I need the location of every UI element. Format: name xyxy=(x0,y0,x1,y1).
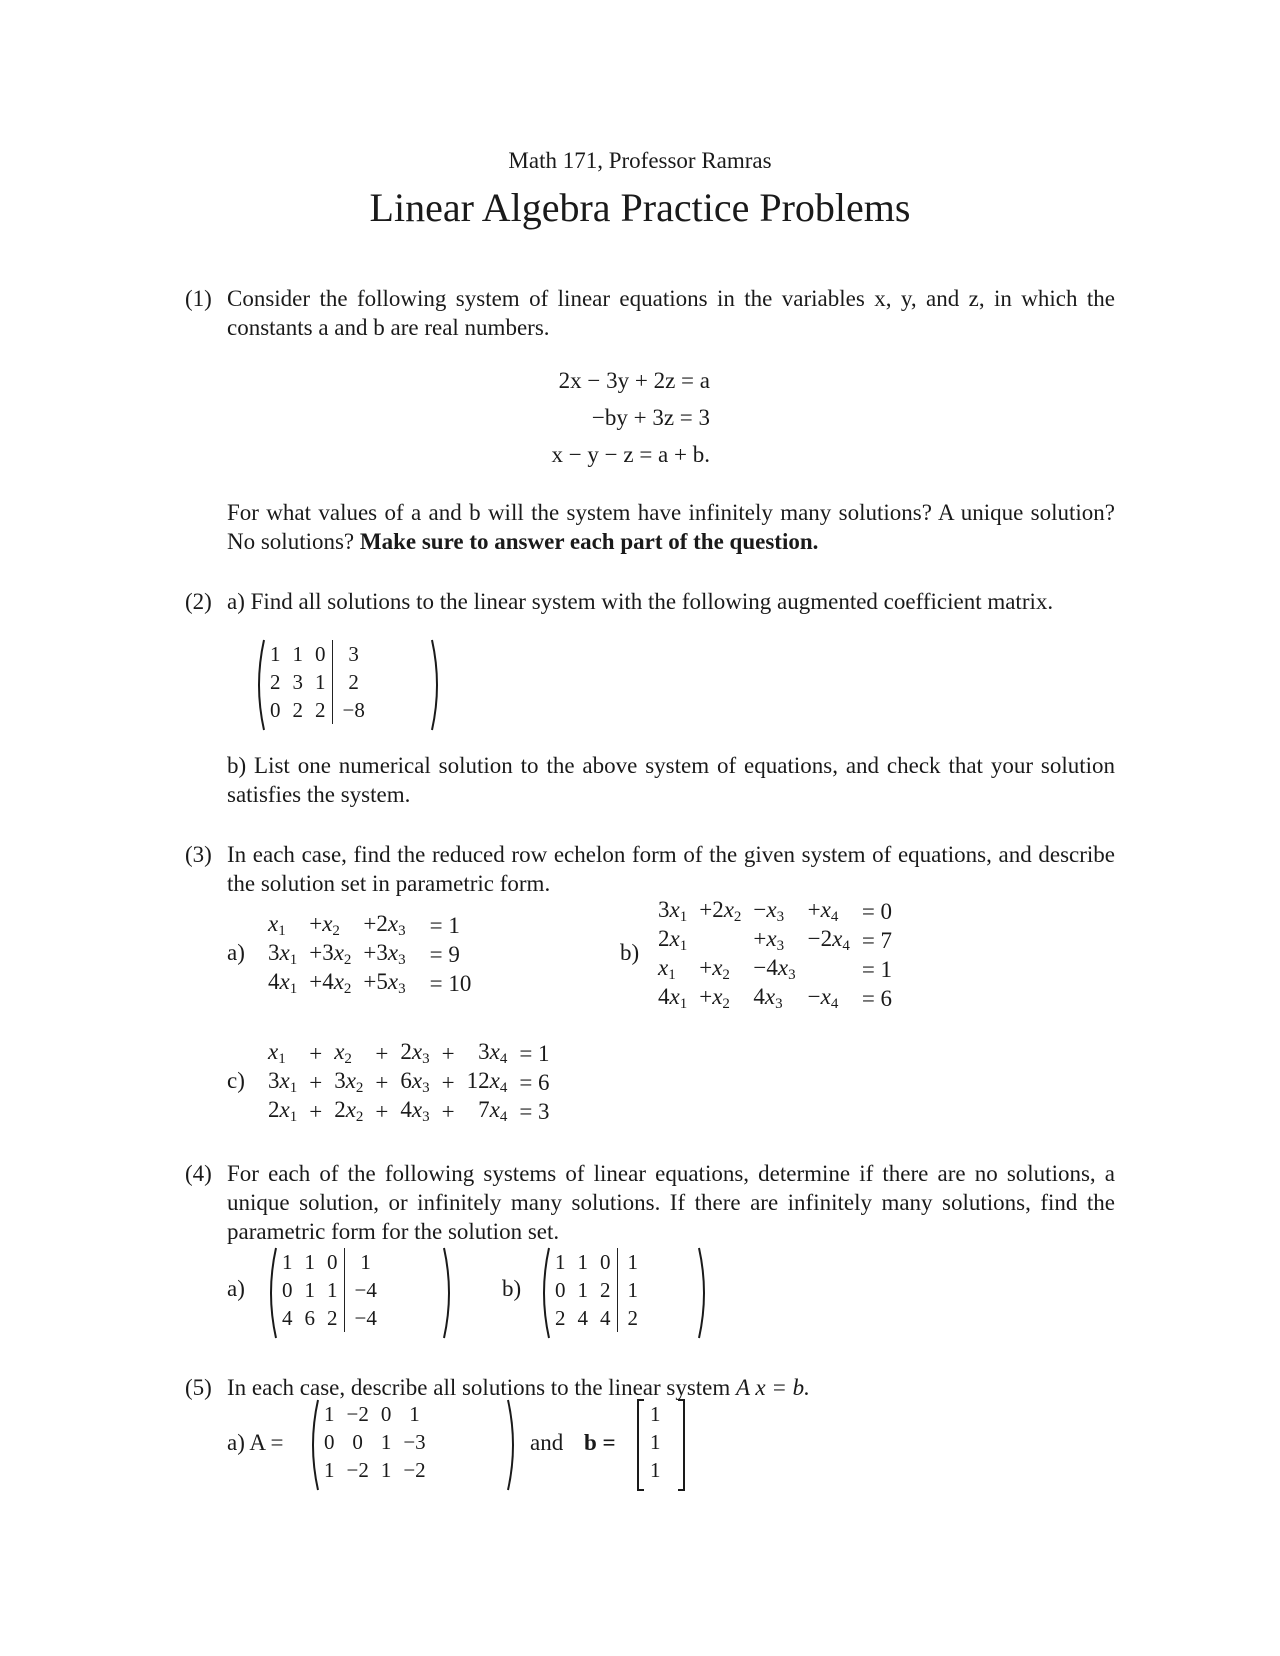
matrix-cell: 2 xyxy=(555,1305,566,1330)
problem-1-text: Consider the following system of linear equations in the variables x, y, and z, in which the constants a and b are real numbers. xyxy=(227,286,1115,340)
problem-5-text: In each case, describe all solutions to the linear system xyxy=(227,1375,731,1400)
problem-3-text: In each case, find the reduced row echelon form of the given system of equations, and describe the solution set in parametric form. xyxy=(227,842,1115,896)
p2-matrix-body xyxy=(264,640,371,724)
matrix-cell: 1 xyxy=(577,1249,588,1274)
p3a-system: $x_1$ $+x_2$ $+2x_3$ = 1 $3x_1$ $+3x_2$ $+3x_3$ = 9 $4x_1$ $+4x_2$ $+5x_3$ = 10 xyxy=(268,911,472,997)
matrix-cell: 4 xyxy=(282,1305,293,1330)
matrix-row xyxy=(318,1456,432,1484)
matrix-cell: 0 xyxy=(380,1401,392,1426)
problem-5-system: A x = b. xyxy=(736,1375,810,1400)
matrix-cell: 0 xyxy=(321,1248,344,1276)
problem-4-number: (4) xyxy=(185,1161,212,1186)
right-paren xyxy=(697,1246,711,1340)
matrix-cell: 0 xyxy=(555,1277,566,1302)
matrix-cell: 1 xyxy=(380,1429,392,1454)
p3b-system: $3x_1$ $+2x_2$ $-x_3$ $+x_4$ = 0 $2x_1$ $+x_3$ $-2x_4$ = 7 $x_1$ $+x_2$ $-4x_3$ = 1 $4x_1$ $+x_2$ $4x_3$ $-x_4$ = 6 xyxy=(658,897,893,1012)
matrix-row xyxy=(318,1428,432,1456)
matrix-cell: 1 xyxy=(650,1429,661,1454)
matrix-cell: 2 xyxy=(594,1276,617,1304)
matrix-row xyxy=(318,1400,432,1428)
matrix-cell: 1 xyxy=(650,1401,661,1426)
matrix-cell: 6 xyxy=(304,1305,315,1330)
p4b-matrix-body xyxy=(549,1248,644,1332)
p5-vector-b xyxy=(636,1398,686,1492)
matrix-cell: 1 xyxy=(324,1401,335,1426)
matrix-row xyxy=(644,1428,667,1456)
p1-equation-2: −by + 3z = 3 xyxy=(591,405,710,430)
right-bracket xyxy=(676,1398,686,1492)
matrix-row xyxy=(276,1304,383,1332)
p4b-matrix xyxy=(537,1246,717,1340)
matrix-cell: 1 xyxy=(321,1276,344,1304)
matrix-cell: 1 xyxy=(650,1457,661,1482)
problem-4-text: For each of the following systems of linear equations, determine if there are no solutions, a unique solution, or infinitely many solutions. If there are infinitely many solutions, find the parametric form for the solution set. xyxy=(227,1161,1115,1244)
problem-2-part-a: a) Find all solutions to the linear system with the following augmented coefficient matrix. xyxy=(227,589,1054,614)
matrix-cell: 1 xyxy=(282,1249,293,1274)
matrix-cell: 1 xyxy=(270,641,281,666)
matrix-cell: 1 xyxy=(292,641,303,666)
right-paren xyxy=(442,1246,456,1340)
matrix-row xyxy=(276,1276,383,1304)
p4a-matrix-body xyxy=(276,1248,383,1332)
problem-3-number: (3) xyxy=(185,842,212,867)
matrix-cell: 0 xyxy=(309,640,332,668)
matrix-row xyxy=(276,1248,383,1276)
matrix-cell: 4 xyxy=(594,1304,617,1332)
p2-augmented-matrix xyxy=(252,638,452,732)
problem-1-question-text: For what values of a and b will the system have infinitely many solutions? A unique solution? No solutions? xyxy=(227,500,1115,554)
matrix-cell: 1 xyxy=(627,1249,638,1274)
matrix-cell: 1 xyxy=(555,1249,566,1274)
matrix-row xyxy=(549,1276,644,1304)
matrix-cell: 2 xyxy=(627,1305,638,1330)
matrix-cell: 0 xyxy=(594,1248,617,1276)
matrix-cell: −2 xyxy=(403,1457,426,1482)
matrix-cell: −4 xyxy=(354,1305,377,1330)
p5-label-a: a) A = xyxy=(227,1430,284,1455)
p1-equation-1: 2x − 3y + 2z = a xyxy=(558,368,710,393)
matrix-row xyxy=(549,1304,644,1332)
matrix-cell: 0 xyxy=(324,1429,335,1454)
problem-1-number: (1) xyxy=(185,286,212,311)
matrix-cell: 1 xyxy=(409,1401,420,1426)
matrix-cell: 1 xyxy=(360,1249,371,1274)
matrix-row xyxy=(264,696,371,724)
matrix-cell: 3 xyxy=(292,669,303,694)
matrix-cell: 3 xyxy=(348,641,359,666)
p5-and: and xyxy=(530,1430,564,1455)
p4-label-a: a) xyxy=(227,1276,245,1301)
matrix-cell: 1 xyxy=(380,1457,392,1482)
matrix-cell: 2 xyxy=(321,1304,344,1332)
matrix-cell: −3 xyxy=(403,1429,426,1454)
problem-5-number: (5) xyxy=(185,1375,212,1400)
problem-2-number: (2) xyxy=(185,589,212,614)
matrix-cell: 1 xyxy=(309,668,332,696)
matrix-cell: 0 xyxy=(282,1277,293,1302)
p5-matrix-A-body xyxy=(318,1400,432,1484)
p3-label-a: a) xyxy=(227,940,245,965)
problem-2-part-b: b) List one numerical solution to the above system of equations, and check that your solution satisfies the system. xyxy=(227,753,1115,807)
matrix-cell: 1 xyxy=(577,1277,588,1302)
course-subtitle: Math 171, Professor Ramras xyxy=(508,148,772,173)
matrix-row xyxy=(644,1400,667,1428)
matrix-cell: 2 xyxy=(292,697,303,722)
right-paren xyxy=(430,638,444,732)
matrix-cell: 1 xyxy=(324,1457,335,1482)
p4-label-b: b) xyxy=(502,1276,522,1301)
matrix-row xyxy=(644,1456,667,1484)
p5-matrix-A xyxy=(306,1398,531,1492)
page-title: Linear Algebra Practice Problems xyxy=(369,185,911,230)
matrix-cell: 2 xyxy=(270,669,281,694)
matrix-row xyxy=(264,668,371,696)
matrix-row xyxy=(549,1248,644,1276)
matrix-cell: 1 xyxy=(304,1249,315,1274)
matrix-cell: −2 xyxy=(346,1457,369,1482)
p3-label-b: b) xyxy=(620,940,640,965)
matrix-cell: −4 xyxy=(354,1277,377,1302)
p1-equation-3: x − y − z = a + b. xyxy=(551,442,710,467)
matrix-cell: 1 xyxy=(627,1277,638,1302)
matrix-cell: 4 xyxy=(577,1305,588,1330)
matrix-cell: 2 xyxy=(309,696,332,724)
matrix-cell: 2 xyxy=(348,669,359,694)
problem-1-emphasis: Make sure to answer each part of the question. xyxy=(359,529,819,554)
matrix-cell: −2 xyxy=(346,1401,369,1426)
p3-label-c: c) xyxy=(227,1068,245,1093)
p4a-matrix xyxy=(264,1246,464,1340)
right-paren xyxy=(506,1398,520,1492)
problem-1-question xyxy=(227,498,1115,556)
matrix-cell: 0 xyxy=(270,697,281,722)
p5-b-label: b = xyxy=(584,1430,616,1455)
matrix-cell: 0 xyxy=(352,1429,363,1454)
matrix-cell: 1 xyxy=(304,1277,315,1302)
matrix-cell: −8 xyxy=(342,697,365,722)
p3c-system: $x_1$ + $x_2$ + $2x_3$ + $3x_4$ = 1 $3x_1$ + $3x_2$ + $6x_3$ + $12x_4$ = 6 $2x_1$ + $2x_2$ + $4x_3$ + $7x_4$ = 3 xyxy=(268,1039,550,1125)
matrix-row xyxy=(264,640,371,668)
p5-vector-b-body xyxy=(644,1400,667,1484)
